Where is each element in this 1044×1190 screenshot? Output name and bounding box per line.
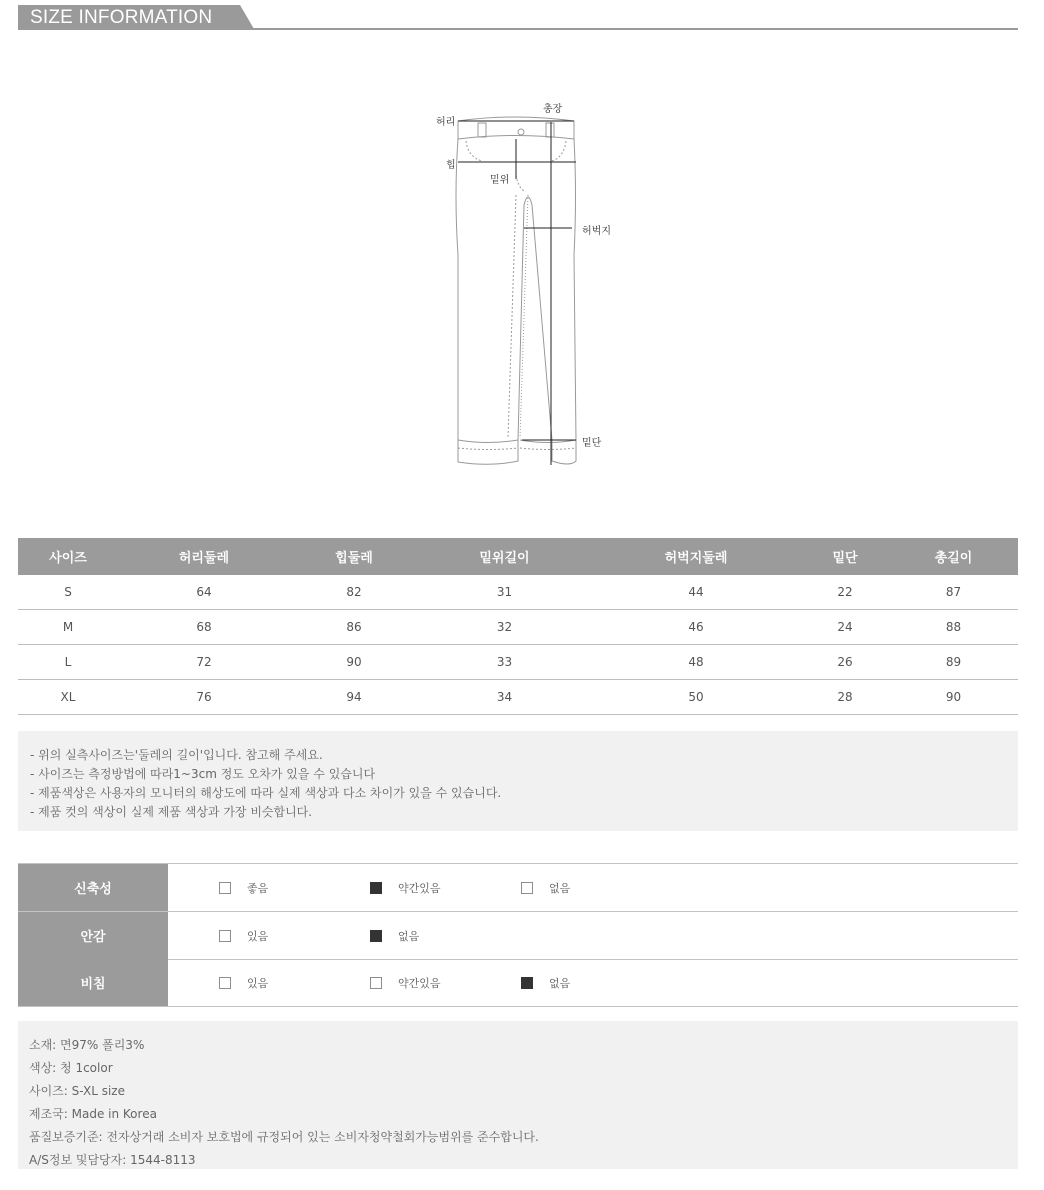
table-cell: 26	[801, 645, 889, 680]
table-cell: XL	[18, 680, 118, 715]
pants-diagram	[420, 95, 640, 475]
option-label: 있음	[247, 977, 269, 990]
table-cell: 34	[418, 680, 591, 715]
table-row	[18, 575, 1018, 610]
checkbox-empty	[219, 930, 231, 942]
note-line: - 위의 실측사이즈는'둘레의 길이'입니다. 참고해 주세요.	[30, 748, 323, 762]
table-row	[18, 680, 1018, 715]
info-as-contact: A/S정보 및담당자: 1544-8113	[29, 1153, 196, 1167]
option-label: 좋음	[247, 882, 269, 895]
info-color: 색상: 청 1color	[29, 1061, 113, 1075]
diagram-label-thigh: 허벅지	[582, 226, 611, 237]
col-total-length: 총길이	[889, 538, 1018, 575]
table-cell: 48	[591, 645, 801, 680]
table-cell: 46	[591, 610, 801, 645]
table-cell: S	[18, 575, 118, 610]
feature-label: 신축성	[18, 864, 168, 911]
info-quality: 품질보증기준: 전자상거래 소비자 보호법에 규정되어 있는 소비자청약철회가능범위를 준수합니다.	[29, 1130, 539, 1144]
col-hip: 힙둘레	[290, 538, 418, 575]
table-cell: 50	[591, 680, 801, 715]
feature-option	[219, 880, 268, 896]
table-cell: 28	[801, 680, 889, 715]
feature-row-stretch	[18, 864, 1018, 912]
feature-option	[219, 928, 268, 944]
note-line: - 사이즈는 측정방법에 따라1~3cm 정도 오차가 있을 수 있습니다	[30, 767, 376, 781]
table-cell: 87	[889, 575, 1018, 610]
table-cell: 89	[889, 645, 1018, 680]
col-thigh: 허벅지둘레	[591, 538, 801, 575]
table-cell: 90	[290, 645, 418, 680]
note-line: - 제품 컷의 색상이 실제 제품 색상과 가장 비슷합니다.	[30, 805, 313, 819]
feature-option	[370, 975, 441, 991]
info-origin: 제조국: Made in Korea	[29, 1107, 157, 1121]
table-cell: 94	[290, 680, 418, 715]
table-cell: 24	[801, 610, 889, 645]
table-cell: L	[18, 645, 118, 680]
size-table	[18, 538, 1018, 715]
product-info-box	[18, 1021, 1018, 1169]
checkbox-empty	[219, 977, 231, 989]
table-cell: 32	[418, 610, 591, 645]
feature-option	[521, 975, 570, 991]
table-cell: 76	[118, 680, 290, 715]
table-cell: 90	[889, 680, 1018, 715]
diagram-label-waist: 허리	[436, 117, 456, 128]
table-cell: 33	[418, 645, 591, 680]
table-row	[18, 610, 1018, 645]
col-size: 사이즈	[18, 538, 118, 575]
table-cell: 22	[801, 575, 889, 610]
header-divider	[18, 28, 1018, 30]
feature-option	[370, 880, 441, 896]
checkbox-filled	[370, 882, 382, 894]
option-label: 없음	[398, 930, 420, 943]
table-cell: 86	[290, 610, 418, 645]
feature-option	[521, 880, 570, 896]
table-cell: 88	[889, 610, 1018, 645]
feature-option	[219, 975, 268, 991]
col-waist: 허리둘레	[118, 538, 290, 575]
option-label: 없음	[549, 977, 571, 990]
diagram-label-rise: 밑위	[490, 175, 510, 186]
diagram-label-hip: 힙	[446, 160, 456, 171]
checkbox-empty	[370, 977, 382, 989]
diagram-label-hem: 밑단	[582, 438, 602, 449]
section-header	[18, 5, 1018, 30]
note-line: - 제품색상은 사용자의 모니터의 해상도에 따라 실제 색상과 다소 차이가 있을 수 있습니다.	[30, 786, 502, 800]
checkbox-filled	[370, 930, 382, 942]
checkbox-empty	[219, 882, 231, 894]
checkbox-empty	[521, 882, 533, 894]
feature-row-sheerness	[18, 959, 1018, 1007]
feature-label: 비침	[18, 959, 168, 1006]
table-cell: 44	[591, 575, 801, 610]
table-cell: 64	[118, 575, 290, 610]
table-row	[18, 645, 1018, 680]
option-label: 있음	[247, 930, 269, 943]
feature-row-lining	[18, 912, 1018, 960]
table-cell: 72	[118, 645, 290, 680]
option-label: 약간있음	[398, 882, 441, 895]
col-rise: 밑위길이	[418, 538, 591, 575]
diagram-label-total-length: 총장	[543, 104, 563, 115]
checkbox-filled	[521, 977, 533, 989]
table-cell: 31	[418, 575, 591, 610]
notes-box	[18, 731, 1018, 831]
option-label: 약간있음	[398, 977, 441, 990]
info-size: 사이즈: S-XL size	[29, 1084, 125, 1098]
col-hem: 밑단	[801, 538, 889, 575]
info-material: 소재: 면97% 폴리3%	[29, 1038, 145, 1052]
header-tab	[18, 5, 240, 29]
section-title: SIZE INFORMATION	[30, 7, 213, 28]
feature-label: 안감	[18, 912, 168, 959]
option-label: 없음	[549, 882, 571, 895]
table-cell: 68	[118, 610, 290, 645]
pants-illustration	[420, 95, 640, 475]
size-table-header	[18, 538, 1018, 575]
table-cell: M	[18, 610, 118, 645]
feature-option	[370, 928, 419, 944]
feature-table	[18, 863, 1018, 1006]
table-cell: 82	[290, 575, 418, 610]
